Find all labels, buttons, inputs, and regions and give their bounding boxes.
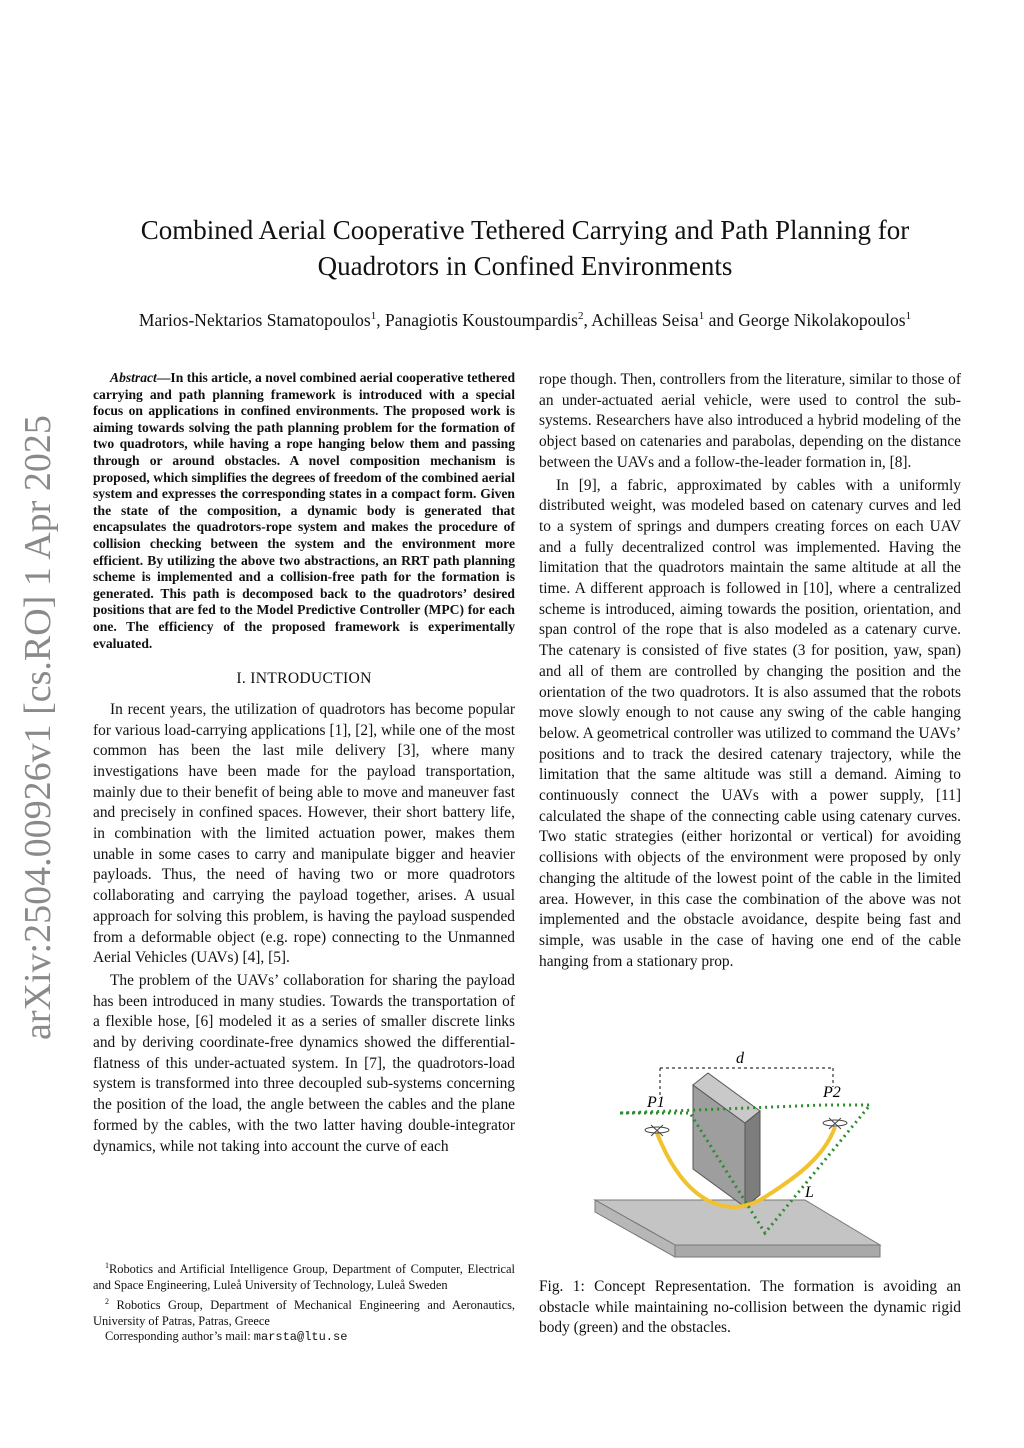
intro-paragraph-2-continued: rope though. Then, controllers from the literature, similar to those of an under-actuated aerial vehicle, were used to control the sub-systems. Researchers have also introduced a hybrid modeling of the object based on catenaries and parabolas, depending on the distance between the UAVs and a follow-the-leader formation in, [8]. xyxy=(539,371,961,471)
footnote-2 xyxy=(93,1294,515,1330)
abstract xyxy=(93,370,515,652)
author-name: Achilleas Seisa xyxy=(591,310,699,330)
corresponding-author xyxy=(93,1329,515,1346)
label-l: L xyxy=(805,1184,814,1201)
title-line-2: Quadrotors in Confined Environments xyxy=(317,251,733,281)
title-line-1: Combined Aerial Cooperative Tethered Carrying and Path Planning for xyxy=(140,215,910,245)
author-separator: and xyxy=(704,310,739,330)
author-affiliation: 1 xyxy=(370,310,377,323)
footnote-mark: 1 xyxy=(105,1261,109,1270)
corresponding-label: Corresponding author’s mail: xyxy=(105,1329,251,1344)
section-heading-introduction: I. INTRODUCTION xyxy=(236,670,372,688)
footnote-text: Robotics and Artificial Intelligence Group, Department of Computer, Electrical and Space Engineering, Luleå University of Technology, Luleå Sweden xyxy=(93,1262,515,1292)
author-separator: , xyxy=(583,310,592,330)
concept-figure xyxy=(585,1045,885,1260)
label-p1: P1 xyxy=(647,1094,665,1111)
footnote-text: Robotics Group, Department of Mechanical Engineering and Aeronautics, University of Patras, Patras, Greece xyxy=(93,1297,515,1328)
author-affiliation: 2 xyxy=(577,310,584,323)
author-name: Panagiotis Koustoumpardis xyxy=(385,310,578,330)
abstract-label: Abstract xyxy=(110,370,157,385)
footnote-1 xyxy=(93,1258,515,1294)
paper-title xyxy=(90,212,960,284)
author-name: Marios-Nektarios Stamatopoulos xyxy=(138,310,371,330)
arxiv-stamp: arXiv:2504.00926v1 [cs.RO] 1 Apr 2025 xyxy=(17,415,59,1040)
label-d: d xyxy=(736,1050,744,1067)
abstract-dash: — xyxy=(156,370,171,385)
author-separator: , xyxy=(376,310,385,330)
author-affiliation: 1 xyxy=(698,310,705,323)
author-name: George Nikolakopoulos xyxy=(738,310,906,330)
author-list xyxy=(60,310,990,331)
intro-paragraph-1: In recent years, the utilization of quadrotors has become popular for various load-carrying applications [1], [2], while one of the most common has been the last mile delivery [3], where many investigations have been made for the payload transportation, mainly due to their benefit of being able to move and maneuver fast and precisely in confined spaces. However, their short battery life, in combination with the limited actuation power, makes them unable in some cases to carry and manipulate bigger and heavier payloads. Thus, the need of having two or more quadrotors collaborating and carrying the payload together, arises. A usual approach for solving this problem, is having the payload suspended from a deformable object (e.g. rope) connecting to the Unmanned Aerial Vehicles (UAVs) [4], [5]. xyxy=(93,700,515,967)
intro-paragraph-2: The problem of the UAVs’ collaboration for sharing the payload has been introduced in many studies. Towards the transportation of a flexible hose, [6] modeled it as a series of smaller discrete links and by deriving coordinate-free dynamics showed the differential-flatness of this under-actuated system. In [7], the quadrotors-load system is transformed into three decoupled sub-systems concerning the position of the load, the angle between the cables and the plane formed by the cables, with the two latter having double-integrator dynamics, while not taking into account the curve of each xyxy=(93,971,515,1155)
label-p2: P2 xyxy=(823,1084,841,1101)
left-column xyxy=(93,370,515,1157)
footnotes xyxy=(93,1258,515,1346)
corresponding-email[interactable]: marsta@ltu.se xyxy=(253,1330,348,1345)
figure-caption: Fig. 1: Concept Representation. The formation is avoiding an obstacle while maintaining no-collision between the dynamic rigid body (green) and the obstacles. xyxy=(539,1278,961,1337)
floor-slab-side xyxy=(675,1245,880,1257)
intro-paragraph-3: In [9], a fabric, approximated by cables with a uniformly distributed weight, was modeled based on catenary curves and led to a system of springs and dumpers creating forces on each UAV and a fully decentralized control was implemented. Having the limitation that the quadrotors maintain the same altitude at all the time. A different approach is followed in [10], where a centralized scheme is introduced, aiming towards the position, orientation, and span control of the rope that is also modeled as a catenary curve. The catenary is consisted of five states (3 for position, yaw, span) and all of them are controlled by changing the position and the orientation of the two quadrotors. It is also assumed that the robots move slowly enough to not cause any swing of the cable hanging below. A geometrical controller was utilized to command the UAVs’ positions and to track the desired catenary trajectory, while the limitation that the same altitude was still a demand. Aiming to continuously connect the UAVs with a power supply, [11] calculated the shape of the connecting cable using catenary curves. Two static strategies (either horizontal or vertical) for avoiding collisions with objects of the environment were proposed by only changing the altitude of the lowest point of the cable in the limited area. However, in this case the combination of the above was not implemented and the obstacle avoidance, despite being fast and simple, was usable in the case of having one end of the cable hanging from a stationary prop. xyxy=(539,476,961,970)
abstract-text: In this article, a novel combined aerial cooperative tethered carrying and path planning framework is introduced with a special focus on applications in confined environments. The proposed work is aiming towards solving the path planning problem for the formation of two quadrotors, while having a rope hanging below them and passing through or around obstacles. A novel composition mechanism is proposed, which simplifies the degrees of freedom of the combined aerial system and expresses the corresponding states in a compact form. Given the state of the composition, a dynamic body is generated that encapsulates the quadrotors-rope system and makes the procedure of collision checking between the system and the environment more efficient. By utilizing the above two abstractions, an RRT path planning scheme is implemented and a collision-free path for the formation is generated. This path is decomposed back to the quadrotors’ desired positions that are fed to the Model Predictive Controller (MPC) for each one. The efficiency of the proposed framework is experimentally evaluated. xyxy=(93,370,515,651)
obstacle-side xyxy=(745,1111,760,1207)
author-affiliation: 1 xyxy=(905,310,912,323)
footnote-mark: 2 xyxy=(105,1296,109,1306)
right-column xyxy=(539,370,961,972)
